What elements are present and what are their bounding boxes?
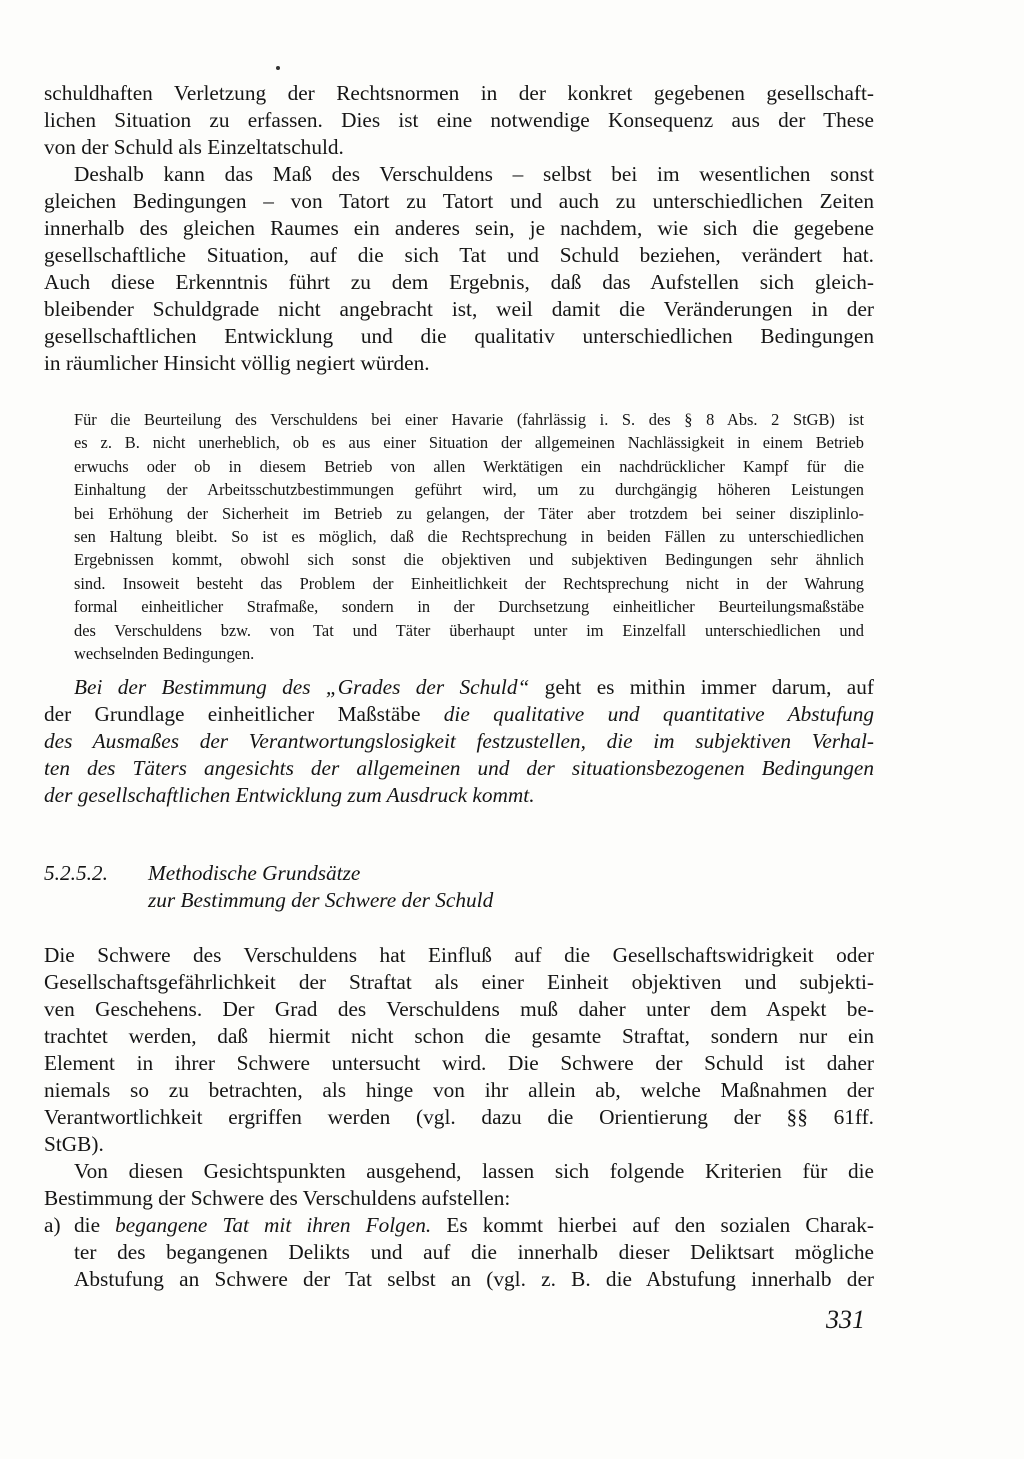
text-line (74, 1212, 874, 1239)
text-line: gleichen Bedingungen – von Tatort zu Tatort und auch zu unterschiedlichen Zeiten (44, 189, 874, 213)
page-number: 331 (826, 1305, 865, 1334)
text-line: erwuchs oder ob in diesem Betrieb von allen Werktätigen ein nachdrücklicher Kampf für die (74, 456, 864, 476)
text-line: sind. Insoweit besteht das Problem der Einheitlichkeit der Rechtsprechung nicht in der Wahrung (74, 573, 864, 593)
text-line: Einhaltung der Arbeitsschutzbestimmungen geführt wird, um zu durchgängig höheren Leistungen (74, 480, 864, 500)
text-line: von der Schuld als Einzeltatschuld. (44, 135, 344, 159)
text-run: der Grundlage einheitlicher Maßstäbe (44, 702, 444, 726)
text-line: Bestimmung der Schwere des Verschuldens aufstellen: (44, 1186, 511, 1210)
text-run: die (74, 1213, 116, 1237)
text-line: Abstufung an Schwere der Tat selbst an (vgl. z. B. die Abstufung innerhalb der (74, 1267, 874, 1291)
text-line: gesellschaftlichen Entwicklung und die qualitativ unterschiedlichen Bedingungen (44, 324, 874, 348)
text-run: Es kommt hierbei auf den sozialen Charak- (431, 1213, 875, 1237)
text-line: des Verschuldens bzw. von Tat und Täter überhaupt unter im Einzelfall unterschiedlichen und (74, 620, 864, 640)
text-line: trachtet werden, daß hiermit nicht schon die gesamte Straftat, sondern nur ein (44, 1024, 874, 1048)
text-line: Für die Beurteilung des Verschuldens bei einer Havarie (fahrlässig i. S. des § 8 Abs. 2 StGB) ist (74, 410, 864, 429)
text-line: Gesellschaftsgefährlichkeit der Straftat als einer Einheit objektiven und subjekti- (44, 970, 874, 994)
text-run: geht es mithin immer darum, auf (529, 675, 874, 699)
text-line: ven Geschehens. Der Grad des Verschuldens muß daher unter dem Aspekt be- (44, 997, 874, 1021)
text-line: sen Haltung bleibt. So ist es möglich, daß die Rechtsprechung in beiden Fällen zu unterschiedlichen (74, 526, 864, 546)
text-line: bleibender Schuldgrade nicht angebracht ist, weil damit die Veränderungen in der (44, 297, 874, 321)
text-line: Ergebnissen kommt, obwohl sich sonst die objektiven und subjektiven Bedingungen sehr ähnlich (74, 550, 864, 570)
text-line: wechselnden Bedingungen. (74, 643, 255, 663)
paragraph-3 (44, 674, 874, 809)
text-line: bei Erhöhung der Sicherheit im Betrieb zu gelangen, der Täter aber trotzdem bei seiner disziplinlo- (74, 503, 864, 523)
text-line: Auch diese Erkenntnis führt zu dem Ergebnis, daß das Aufstellen sich gleich- (44, 270, 874, 294)
print-speck (276, 66, 280, 70)
paragraph-5 (44, 1158, 874, 1212)
list-marker: a) (44, 1213, 61, 1237)
text-line: lichen Situation zu erfassen. Dies ist eine notwendige Konsequenz aus der These (44, 108, 874, 132)
text-line: es z. B. nicht unerheblich, ob es aus einer Situation der allgemeinen Nachlässigkeit in einem Betrieb (74, 433, 864, 453)
emphasis-text: ten des Täters angesichts der allgemeinen und der situationsbezogenen Bedingungen (44, 756, 874, 780)
list-item-body (74, 1212, 874, 1293)
paragraph-1 (44, 80, 874, 161)
paragraph-4 (44, 942, 874, 1158)
text-line: Von diesen Gesichtspunkten ausgehend, lassen sich folgende Kriterien für die (74, 1159, 874, 1183)
emphasis-text: des Ausmaßes der Verantwortungslosigkeit festzustellen, die im subjektiven Verhal- (44, 729, 874, 753)
text-line: Element in ihrer Schwere untersucht wird. Die Schwere der Schuld ist daher (44, 1051, 874, 1075)
section-title-line: Methodische Grundsätze (148, 861, 361, 885)
text-line: Die Schwere des Verschuldens hat Einfluß auf die Gesellschaftswidrigkeit oder (44, 943, 874, 967)
text-line: niemals so zu betrachten, als hinge von ihr allein ab, welche Maßnahmen der (44, 1078, 874, 1102)
text-line: formal einheitlicher Strafmaße, sondern in der Durchsetzung einheitlicher Beurteilungsmaßstäbe (74, 597, 864, 617)
text-line (44, 782, 874, 809)
text-line: innerhalb des gleichen Raumes ein anderes sein, je nachdem, wie sich die gegebene (44, 216, 874, 240)
section-number: 5.2.5.2. (44, 861, 108, 885)
text-line: gesellschaftliche Situation, auf die sich Tat und Schuld beziehen, verändert hat. (44, 243, 874, 267)
example-block (74, 408, 864, 665)
emphasis-text: begangene Tat mit ihren Folgen. (115, 1213, 432, 1237)
text-line: Verantwortlichkeit ergriffen werden (vgl. dazu die Orientierung der §§ 61ff. (44, 1105, 874, 1129)
text-line: schuldhaften Verletzung der Rechtsnormen in der konkret gegebenen gesellschaft- (44, 81, 874, 105)
text-line (44, 728, 874, 755)
text-line: StGB). (44, 1132, 104, 1156)
list-item-a (44, 1212, 874, 1293)
emphasis-text: die qualitative und quantitative Abstufung (443, 702, 874, 726)
emphasis-text: der gesellschaftlichen Entwicklung zum Ausdruck kommt. (44, 783, 535, 807)
section-title-line: zur Bestimmung der Schwere der Schuld (148, 888, 494, 912)
text-line: ter des begangenen Delikts und auf die innerhalb dieser Deliktsart mögliche (74, 1240, 874, 1264)
text-line (44, 701, 874, 728)
text-line: Deshalb kann das Maß des Verschuldens – selbst bei im wesentlichen sonst (74, 162, 874, 186)
paragraph-2 (44, 161, 874, 377)
text-line (44, 755, 874, 782)
text-line: in räumlicher Hinsicht völlig negiert würden. (44, 351, 430, 375)
text-line (44, 674, 874, 701)
emphasis-text: Bei der Bestimmung des „Grades der Schuld“ (74, 675, 530, 699)
